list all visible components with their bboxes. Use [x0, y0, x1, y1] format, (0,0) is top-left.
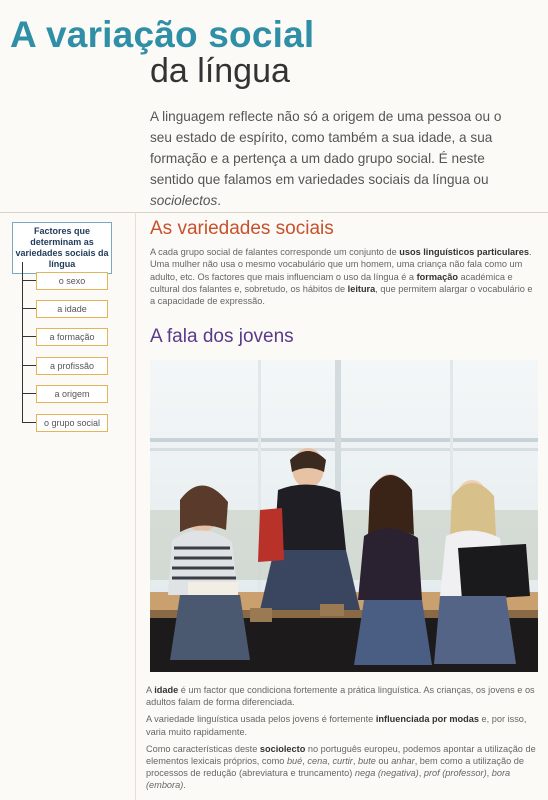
factors-tree-line — [22, 262, 23, 423]
factor-item-formacao: a formação — [36, 328, 108, 346]
column-divider — [135, 212, 136, 800]
factors-connector — [22, 280, 36, 281]
section-paragraph-variedades: A cada grupo social de falantes corresponde um conjunto de usos linguísticos particulares. Uma mulher não usa o mesmo vocabulário que um homem, uma criança não fala como um adulto, etc. Os factores que mais influenciam o uso da língua é a formação académica e cultural dos falantes e, sobretudo, os hábitos de leitura, que permitem alargar o vocabulário e a capacidade de expressão. — [150, 247, 533, 307]
factors-connector — [22, 336, 36, 337]
paragraph-sociolecto: Como características deste sociolecto no português europeu, podemos apontar a utilização de elementos lexicais próprios, como bué, cena, curtir, bute ou anhar, bem como a utilização de processos de redução (abreviatura e truncamento) nega (negativa), prof (professor), bora (embora). — [146, 743, 536, 791]
page-title: A variação social — [10, 14, 315, 55]
section-heading-variedades: As variedades sociais — [150, 218, 334, 239]
paragraph-idade: A idade é um factor que condiciona fortemente a prática linguística. As crianças, os jovens e os adultos falam de forma diferenciada. — [146, 685, 535, 708]
section-divider — [0, 212, 548, 213]
intro-paragraph: A linguagem reflecte não só a origem de uma pessoa ou o seu estado de espírito, como também a sua idade, a sua formação e a pertença a um dado grupo social. É neste sentido que falamos em variedades sociais da língua ou sociolectos. — [150, 109, 502, 208]
factor-item-origem: a origem — [36, 385, 108, 403]
factor-item-profissao: a profissão — [36, 357, 108, 375]
section-body-jovens — [146, 684, 542, 797]
factors-title-box: Factores que determinam as variedades sociais da língua — [12, 222, 112, 274]
factor-item-grupo-social: o grupo social — [36, 414, 108, 432]
factors-connector — [22, 308, 36, 309]
page-subtitle: da língua — [150, 52, 290, 90]
paragraph-modas: A variedade linguística usada pelos jovens é fortemente influenciada por modas e, por isso, varia muito rapidamente. — [146, 714, 527, 737]
factors-connector — [22, 365, 36, 366]
section-heading-jovens: A fala dos jovens — [150, 326, 294, 347]
factors-connector — [22, 393, 36, 394]
factors-connector — [22, 422, 36, 423]
factor-item-sexo: o sexo — [36, 272, 108, 290]
factor-item-idade: a idade — [36, 300, 108, 318]
photo-young-people — [150, 360, 538, 672]
